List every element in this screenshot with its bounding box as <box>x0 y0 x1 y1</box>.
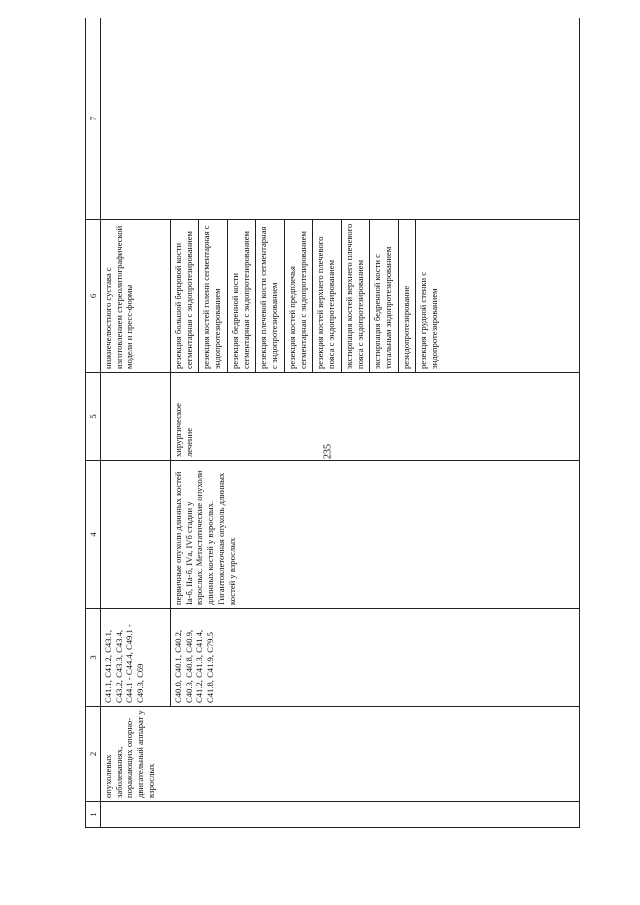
header-cell-5: 5 <box>86 373 101 461</box>
method-item: экстирпация костей верхнего плечевого пояса с эндопротезированием <box>341 220 369 372</box>
method-item: реэндопротезирование <box>398 220 416 372</box>
method-item: резекция плечевой кости сегментарная с эндопротезированием <box>255 220 283 372</box>
header-cell-2: 2 <box>86 707 101 802</box>
treatment-table <box>85 18 580 828</box>
document-table-container <box>85 18 580 828</box>
cell-disease-group: опухолевых заболеваниях, поражающих опорно-двигательный аппарат у взрослых <box>101 707 580 802</box>
cell-treatment-type: хирургическое лечение <box>171 373 580 461</box>
method-item: резекция грудной стенки с эндопротезированием <box>415 220 443 372</box>
header-cell-1: 1 <box>86 802 101 828</box>
header-cell-7: 7 <box>86 18 101 220</box>
cell-model: первичные опухоли длинных костей Iа-б, IIа-б, IVа, IVб стадии у взрослых. Метастатические опухоли длинных костей у взрослых. Гигантоклеточная опухоль длинных костей у взрослых <box>171 461 580 609</box>
rotated-table <box>85 18 580 828</box>
header-cell-6: 6 <box>86 220 101 373</box>
cell-method: нижнечелюстного сустава с изготовлением стереолитографической модели и пресс-формы <box>101 220 171 373</box>
header-cell-3: 3 <box>86 609 101 707</box>
method-item: резекция костей голени сегментарная с эндопротезированием <box>198 220 226 372</box>
method-item: резекция костей предплечья сегментарная с эндопротезированием <box>284 220 312 372</box>
method-item: экстирпация бедренной кости с тотальным эндопротезированием <box>369 220 397 372</box>
method-item: резекция бедренной кости сегментарная с эндопротезированием <box>227 220 255 372</box>
method-item: резекция костей верхнего плечевого пояса с эндопротезированием <box>312 220 340 372</box>
page-number: 235 <box>322 444 334 460</box>
method-item: резекция большой берцовой кости сегментарная с эндопротезированием <box>173 231 194 369</box>
header-cell-4: 4 <box>86 461 101 609</box>
cell-icd-codes: C41.1, C41.2, C43.1, C43.2, C43.3, C43.4, C44.1 - C44.4, C49.1 - C49.3, C69 <box>101 609 171 707</box>
table-row <box>101 18 171 828</box>
cell-model <box>101 461 171 609</box>
method-list <box>171 220 444 372</box>
cell-number <box>101 802 580 828</box>
header-row <box>86 18 101 828</box>
cell-cost <box>101 18 580 220</box>
cell-icd-codes: C40.0, C40.1, C40.2, C40.3, C40.8, C40.9, C41.2, C41.3, C41.4, C41.8, C41.9, C79.5 <box>171 609 580 707</box>
cell-methods <box>171 220 580 373</box>
cell-treatment-type <box>101 373 171 461</box>
